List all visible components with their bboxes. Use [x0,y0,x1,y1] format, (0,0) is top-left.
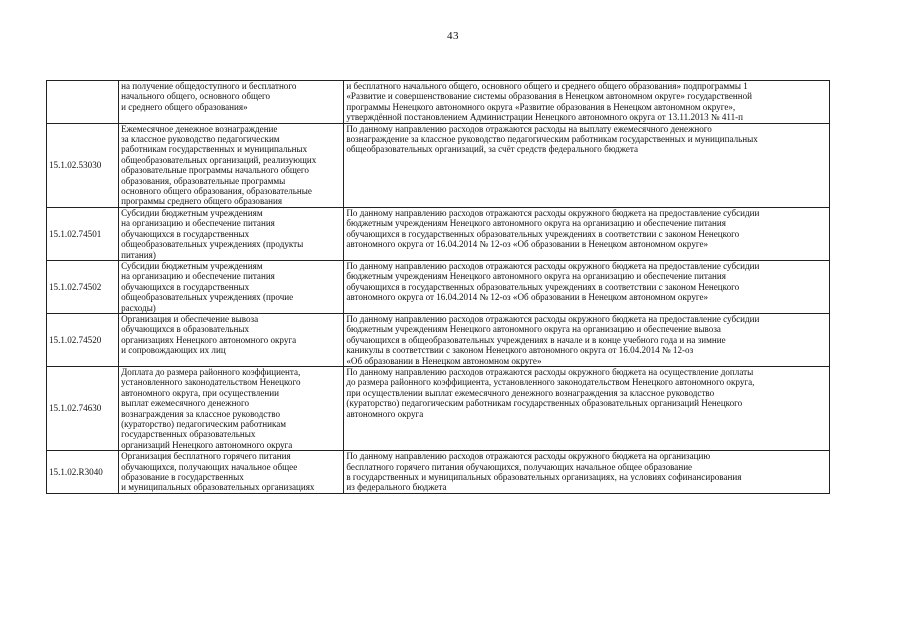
row-description-line: бесплатного горячего питания обучающихся, получающих начальное общее образование [346,461,693,472]
row-description-line: бюджетным учреждениям Ненецкого автономного округа на организацию и обеспечение питания [346,218,726,229]
row-description-line: утверждённой постановлением Администрации Ненецкого автономного округа от 13.11.2013 № 411-п [346,112,744,123]
row-name-line: обучающихся в образовательных [121,324,250,335]
row-description-line: По данному направлению расходов отражаются расходы окружного бюджета на предоставление субсидии [346,260,760,271]
row-name-line: обучающихся, получающих начальное общее [121,461,298,472]
row-name [119,123,344,207]
row-name-line: Организация бесплатного горячего питания [121,451,291,462]
row-description [344,81,830,124]
table-row [47,81,830,124]
row-name-line: обучающихся в государственных [121,281,250,292]
row-name-line: государственных образовательных [121,429,256,440]
row-name [119,207,344,260]
row-description-line: автономного округа [346,408,424,419]
row-name-line: начального общего, основного общего [121,91,271,102]
row-description [344,313,830,366]
row-description-line: По данному направлению расходов отражаются расходы окружного бюджета на осуществление доплаты [346,366,754,377]
budget-classification-table [46,80,830,494]
row-description-line: каникулы в соответствии с законом Ненецкого автономного округа от 16.04.2014 № 12-оз [346,345,694,356]
row-name-line: Субсидии бюджетным учреждениям [121,260,263,271]
row-description-line: автономного округа от 16.04.2014 № 12-оз «Об образовании в Ненецком автономном округе» [346,239,709,250]
page-number: 43 [447,30,459,42]
row-description-line: «Об образовании в Ненецком автономном округе» [346,355,542,366]
row-name-line: на организацию и обеспечение питания [121,271,275,282]
row-code [47,81,119,124]
row-name-line: автономного округа, при осуществлении [121,387,279,398]
row-name-line: и сопровождающих их лиц [121,345,226,356]
row-name-line: образовательные программы начального общего [121,165,309,176]
row-name [119,313,344,366]
table-row [47,451,830,494]
row-description-line: бюджетным учреждениям Ненецкого автономного округа на организацию и обеспечение вывоза [346,324,721,335]
row-code: 15.1.02.53030 [47,123,119,207]
row-description [344,123,830,207]
row-description-line: программы Ненецкого автономного округа «Развитие образования в Ненецком автономном округе», [346,101,736,112]
table-row [47,313,830,366]
table-row [47,366,830,450]
row-description-line: обучающихся в общеобразовательных учреждениях в начале и в конце учебного года и на зимние [346,334,726,345]
row-name-line: и муниципальных образовательных организациях [121,482,315,493]
row-name-line: выплат ежемесячного денежного [121,398,250,409]
row-name-line: обучающихся в государственных [121,228,250,239]
row-description-line: вознаграждение за классное руководство педагогическим работникам государственных и муниципальных [346,134,758,145]
row-name-line: основного общего образования, образовательные [121,186,312,197]
row-name-line: программы среднего общего образования [121,196,283,207]
row-name-line: общеобразовательных организаций, реализующих [121,154,317,165]
row-name-line: и среднего общего образования» [121,101,248,112]
row-description-line: автономного округа от 16.04.2014 № 12-оз «Об образовании в Ненецком автономном округе» [346,292,709,303]
row-description-line: до размера районного коэффициента, установленного законодательством Ненецкого автономного округа, [346,377,755,388]
row-name-line: организациях Ненецкого автономного округа [121,334,297,345]
row-description-line: в государственных и муниципальных образовательных организациях, на условиях софинансирования [346,472,742,483]
row-name-line: общеобразовательных учреждениях (продукты [121,239,304,250]
table-row [47,260,830,313]
row-description-line: По данному направлению расходов отражаются расходы окружного бюджета на организацию [346,451,711,462]
row-name-line: Ежемесячное денежное вознаграждение [121,123,278,134]
row-name-line: вознаграждения за классное руководство [121,408,281,419]
row-description-line: По данному направлению расходов отражаются расходы окружного бюджета на предоставление субсидии [346,207,760,218]
row-name-line: Доплата до размера районного коэффициента, [121,366,301,377]
row-description-line: из федерального бюджета [346,482,447,493]
row-name-line: расходы) [121,302,156,313]
row-name [119,81,344,124]
table-row [47,123,830,207]
row-name-line: Организация и обеспечение вывоза [121,313,259,324]
row-description-line: «Развитие и совершенствование системы образования в Ненецком автономном округе» государственной [346,91,753,102]
row-description-line: По данному направлению расходов отражаются расходы на выплату ежемесячного денежного [346,123,712,134]
row-name-line: за классное руководство педагогическим [121,134,280,145]
row-description-line: при осуществлении выплат ежемесячного денежного вознаграждения за классное руководство [346,387,715,398]
row-description [344,366,830,450]
row-description-line: общеобразовательных организаций, за счёт средств федерального бюджета [346,144,639,155]
row-name [119,366,344,450]
row-code: 15.1.02.74520 [47,313,119,366]
table-row [47,207,830,260]
row-name [119,451,344,494]
row-description-line: (кураторство) педагогическим работникам государственных образовательных организаций Ненецкого [346,398,743,409]
row-name [119,260,344,313]
row-code: 15.1.02.74501 [47,207,119,260]
row-description-line: и бесплатного начального общего, основного общего и среднего общего образования» подпрограммы 1 [346,81,748,91]
row-name-line: работникам государственных и муниципальных [121,144,308,155]
row-code: 15.1.02.74630 [47,366,119,450]
row-name-line: питания) [121,249,156,260]
row-name-line: Субсидии бюджетным учреждениям [121,207,263,218]
row-description-line: бюджетным учреждениям Ненецкого автономного округа на организацию и обеспечение питания [346,271,726,282]
row-name-line: на организацию и обеспечение питания [121,218,275,229]
row-name-line: образования, образовательные программы [121,175,286,186]
row-name-line: организаций Ненецкого автономного округа [121,439,293,450]
row-description [344,451,830,494]
row-name-line: установленного законодательством Ненецкого [121,377,301,388]
row-code: 15.1.02.74502 [47,260,119,313]
row-description [344,260,830,313]
row-name-line: образование в государственных [121,472,244,483]
row-code: 15.1.02.R3040 [47,451,119,494]
row-description-line: По данному направлению расходов отражаются расходы окружного бюджета на предоставление субсидии [346,313,760,324]
table-body [47,81,830,494]
row-name-line: общеобразовательных учреждениях (прочие [121,292,294,303]
row-name-line: на получение общедоступного и бесплатного [121,81,297,91]
row-name-line: (кураторство) педагогическим работникам [121,419,287,429]
row-description-line: обучающихся в государственных образовательных учреждениях в соответствии с законом Ненецкого [346,281,740,292]
row-description-line: обучающихся в государственных образовательных учреждениях в соответствии с законом Ненецкого [346,228,740,239]
row-description [344,207,830,260]
